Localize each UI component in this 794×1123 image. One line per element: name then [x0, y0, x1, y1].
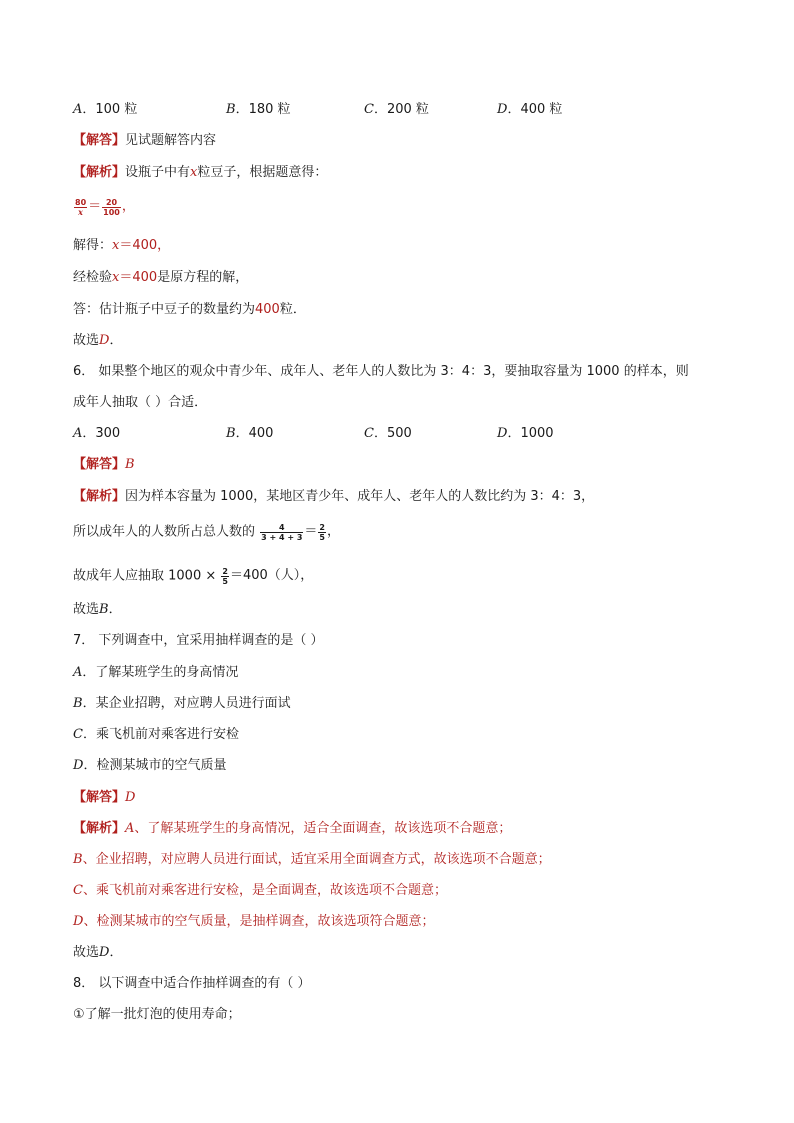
q6-option-a: A．300	[73, 426, 121, 441]
q6-option-c: C．500	[364, 426, 412, 441]
q5-answer: 【解答】见试题解答内容	[73, 133, 217, 148]
q7-option-d: D．检测某城市的空气质量	[73, 758, 227, 773]
q5-option-b: B．180 粒	[226, 102, 291, 117]
answer-tag: 【解答】	[73, 457, 126, 472]
q5-check: 经检验x＝400是原方程的解，	[73, 270, 249, 285]
q5-option-a: A．100 粒	[73, 102, 138, 117]
q6-choose: 故选B．	[73, 602, 122, 617]
q5-choose: 故选D．	[73, 333, 123, 348]
analysis-tag: 【解析】	[73, 821, 126, 836]
fraction-2-over-5: $\frac{2}{5}$	[319, 522, 325, 542]
q6-stem-line1: 6． 如果整个地区的观众中青少年、成年人、老年人的人数比为 3：4：3，要抽取容量为 1000 的样本，则	[73, 364, 689, 379]
q8-stem: 8． 以下调查中适合作抽样调查的有（ ）	[73, 976, 311, 991]
q5-option-d: D．400 粒	[497, 102, 563, 117]
q7-answer: 【解答】D	[73, 790, 136, 805]
q5-equation: $\frac{80}{x}$ ＝ $\frac{20}{100}$ ，	[75, 197, 135, 217]
q6-analysis-line2: 所以成年人的人数所占总人数的 $\frac{4}{3 + 4 + 3}$ ＝ $\frac{2}{5}$ ，	[73, 522, 341, 542]
q6-option-d: D．1000	[497, 426, 554, 441]
q7-choose: 故选D．	[73, 945, 123, 960]
q7-option-a: A．了解某班学生的身高情况	[73, 665, 239, 680]
analysis-tag: 【解析】	[73, 165, 126, 180]
q6-answer: 【解答】B	[73, 457, 135, 472]
q8-item-1: ①了解一批灯泡的使用寿命；	[73, 1007, 241, 1022]
fraction-2-over-5: $\frac{2}{5}$	[222, 566, 228, 586]
q5-reply: 答：估计瓶子中豆子的数量约为400粒．	[73, 302, 306, 317]
q7-analysis-b: B、企业招聘，对应聘人员进行面试，适宜采用全面调查方式，故该选项不合题意；	[73, 852, 551, 867]
q6-analysis-line3: 故成年人应抽取 1000 × $\frac{2}{5}$ ＝400（人），	[73, 566, 314, 586]
q7-stem: 7． 下列调查中，宜采用抽样调查的是（ ）	[73, 633, 324, 648]
q6-option-b: B．400	[226, 426, 274, 441]
q7-option-c: C．乘飞机前对乘客进行安检	[73, 727, 239, 742]
answer-tag: 【解答】	[73, 133, 126, 148]
answer-tag: 【解答】	[73, 790, 126, 805]
q7-option-b: B．某企业招聘，对应聘人员进行面试	[73, 696, 291, 711]
q7-analysis-a: 【解析】A、了解某班学生的身高情况，适合全面调查，故该选项不合题意；	[73, 821, 512, 836]
fraction-20-over-100: $\frac{20}{100}$	[103, 197, 120, 217]
q6-stem-line2: 成年人抽取（ ）合适．	[73, 395, 208, 410]
q6-analysis-line1: 【解析】因为样本容量为 1000，某地区青少年、成年人、老年人的人数比约为 3：4：3，	[73, 489, 595, 504]
fraction-80-over-x: $\frac{80}{x}$	[75, 197, 87, 217]
fraction-4-over-sum: $\frac{4}{3 + 4 + 3}$	[261, 522, 303, 542]
analysis-tag: 【解析】	[73, 489, 126, 504]
q7-analysis-c: C、乘飞机前对乘客进行安检，是全面调查，故该选项不合题意；	[73, 883, 447, 898]
q5-option-c: C．200 粒	[364, 102, 429, 117]
q5-analysis: 【解析】设瓶子中有x粒豆子，根据题意得：	[73, 165, 328, 180]
q5-solve: 解得：x＝400，	[73, 238, 171, 253]
q7-analysis-d: D、检测某城市的空气质量，是抽样调查，故该选项符合题意；	[73, 914, 435, 929]
